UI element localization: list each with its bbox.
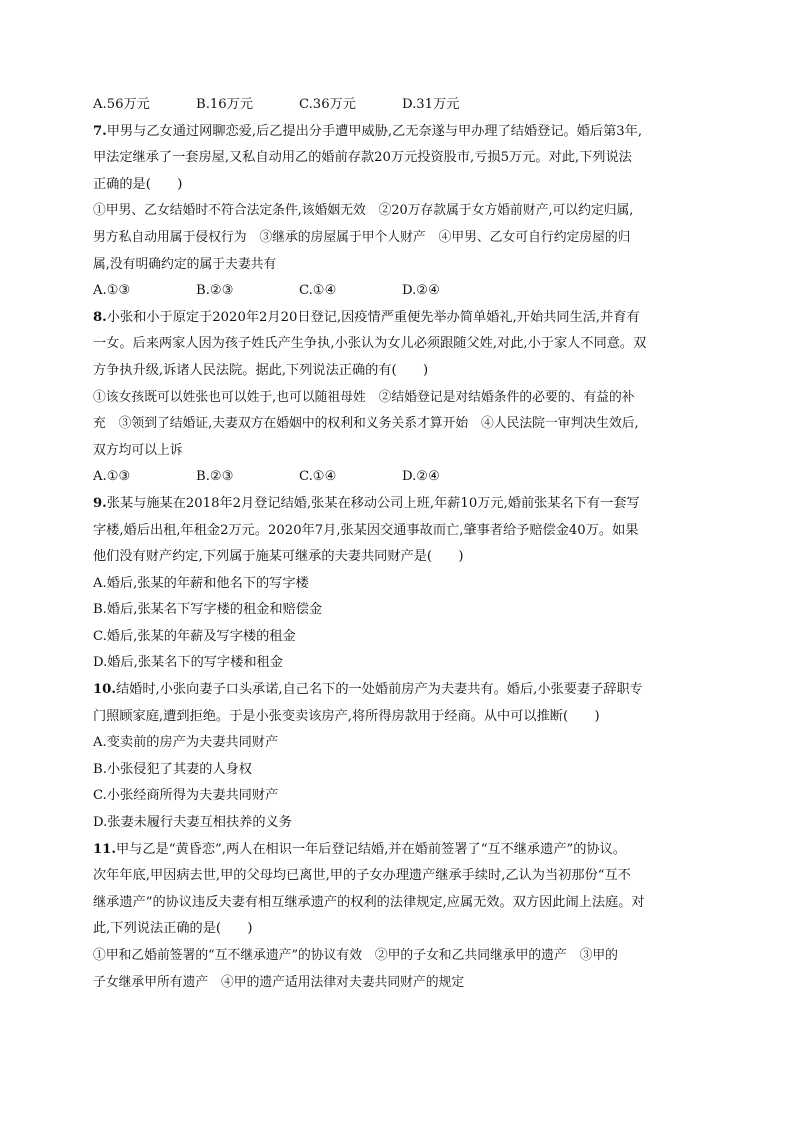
q9-option-a: A.婚后,张某的年薪和他名下的写字楼	[93, 575, 309, 591]
q7-option-a: A.①③	[93, 283, 131, 299]
q6-option-a: A.56万元	[93, 97, 150, 112]
q8-option-d: D.②④	[402, 469, 440, 485]
q10-option-a: A.变卖前的房产为夫妻共同财产	[93, 735, 279, 751]
q10-option-d: D.张妻未履行夫妻互相扶养的义务	[93, 815, 292, 831]
q6-option-c: C.36万元	[299, 97, 356, 112]
question-10	[93, 677, 703, 837]
q9-stem-line-1: 9.张某与施某在2018年2月登记结婚,张某在移动公司上班,年薪10万元,婚前张某名下有一套写	[93, 495, 640, 511]
question-7	[93, 119, 703, 305]
question-11	[93, 837, 703, 997]
q9-number: 9.	[93, 495, 107, 511]
q6-options	[93, 92, 703, 119]
q9-stem-line-3: 他们没有财产约定,下列属于施某可继承的夫妻共同财产是( )	[93, 549, 464, 565]
q7-statement-line-3: 属,没有明确约定的属于夫妻共有	[93, 256, 277, 272]
q6-option-d: D.31万元	[402, 97, 460, 112]
q11-stem-line-4: 此,下列说法正确的是( )	[93, 921, 253, 937]
page-content	[93, 92, 703, 996]
q8-statement-line-3: 双方均可以上诉	[93, 442, 183, 458]
q7-stem-line-2: 甲法定继承了一套房屋,又私自动用乙的婚前存款20万元投资股市,亏损5万元。对此,下列说法	[93, 150, 632, 166]
q11-statement-line-1: ①甲和乙婚前签署的“互不继承遗产”的协议有效 ②甲的子女和乙共同继承甲的遗产 ③甲的	[93, 948, 618, 963]
q8-option-b: B.②③	[196, 469, 234, 485]
q10-option-c: C.小张经商所得为夫妻共同财产	[93, 788, 279, 804]
q8-statement-line-1: ①该女孩既可以姓张也可以姓于,也可以随祖母姓 ②结婚登记是对结婚条件的必要的、有益的补	[93, 389, 635, 405]
q11-stem-line-2: 次年年底,甲因病去世,甲的父母均已离世,甲的子女办理遗产继承手续时,乙认为当初那份“互不	[93, 868, 631, 884]
q10-stem-line-2: 门照顾家庭,遭到拒绝。于是小张变卖该房产,将所得房款用于经商。从中可以推断( )	[93, 708, 600, 724]
q7-stem-line-3: 正确的是( )	[93, 176, 183, 192]
q10-number: 10.	[93, 682, 116, 698]
q8-stem-line-1: 8.小张和小于原定于2020年2月20日登记,因疫情严重便先举办简单婚礼,开始共同生活,并育有	[93, 309, 640, 325]
q9-option-b: B.婚后,张某名下写字楼的租金和赔偿金	[93, 602, 323, 618]
q9-option-d: D.婚后,张某名下的写字楼和租金	[93, 655, 283, 671]
q7-stem-line-1: 7.甲男与乙女通过网聊恋爱,后乙提出分手遭甲威胁,乙无奈遂与甲办理了结婚登记。婚后第3年,	[93, 123, 643, 139]
q7-statement-line-1: ①甲男、乙女结婚时不符合法定条件,该婚姻无效 ②20万存款属于女方婚前财产,可以约定归属,	[93, 203, 634, 219]
q9-stem-line-2: 字楼,婚后出租,年租金2万元。2020年7月,张某因交通事故而亡,肇事者给予赔偿金40万。如果	[93, 522, 639, 538]
question-9	[93, 491, 703, 677]
q7-statement-line-2: 男方私自动用属于侵权行为 ③继承的房屋属于甲个人财产 ④甲男、乙女可自行约定房屋的归	[93, 229, 631, 245]
q7-option-c: C.①④	[299, 283, 337, 299]
q8-options	[93, 464, 703, 491]
q8-stem-line-2: 一女。后来两家人因为孩子姓氏产生争执,小张认为女儿必须跟随父姓,对此,小于家人不同意。双	[93, 336, 647, 352]
q7-option-b: B.②③	[196, 283, 234, 299]
q11-number: 11.	[93, 841, 116, 857]
q6-option-b: B.16万元	[196, 97, 254, 112]
q11-statement-line-2: 子女继承甲所有遗产 ④甲的遗产适用法律对夫妻共同财产的规定	[93, 974, 465, 990]
question-8	[93, 305, 703, 491]
q8-statement-line-2: 充 ③领到了结婚证,夫妻双方在婚姻中的权利和义务关系才算开始 ④人民法院一审判决生效后,	[93, 416, 639, 432]
q8-option-a: A.①③	[93, 469, 131, 485]
q11-stem-line-3: 继承遗产”的协议违反夫妻有相互继承遗产的权利的法律规定,应属无效。双方因此闹上法庭。对	[93, 894, 645, 910]
q7-number: 7.	[93, 123, 107, 139]
q9-option-c: C.婚后,张某的年薪及写字楼的租金	[93, 628, 296, 644]
q10-stem-line-1: 10.结婚时,小张向妻子口头承诺,自己名下的一处婚前房产为夫妻共有。婚后,小张要妻子辞职专	[93, 682, 643, 698]
q8-stem-line-3: 方争执升级,诉诸人民法院。据此,下列说法正确的有( )	[93, 362, 429, 378]
q11-stem-line-1: 11.甲与乙是“黄昏恋”,两人在相识一年后登记结婚,并在婚前签署了“互不继承遗产”的协议。	[93, 841, 627, 857]
q7-options	[93, 278, 703, 305]
q8-option-c: C.①④	[299, 469, 337, 485]
q7-option-d: D.②④	[402, 283, 440, 299]
q8-number: 8.	[93, 309, 107, 325]
q10-option-b: B.小张侵犯了其妻的人身权	[93, 761, 252, 777]
